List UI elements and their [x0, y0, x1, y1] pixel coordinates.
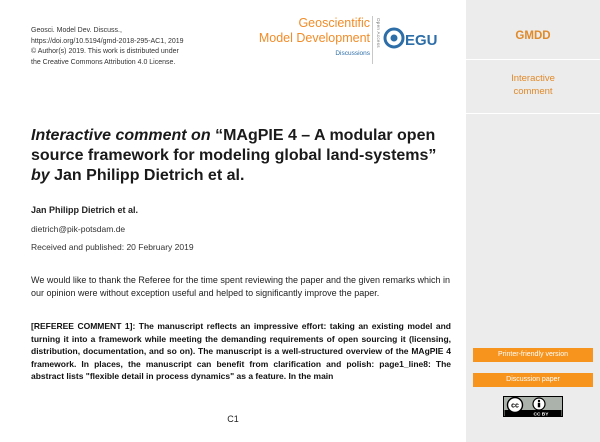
- title-authors: Jan Philipp Dietrich et al.: [54, 167, 245, 184]
- sidebar-divider-bottom: [466, 113, 600, 114]
- title-by: by: [31, 167, 50, 184]
- printer-friendly-button[interactable]: Printer-friendly version: [473, 348, 593, 362]
- logo-divider: [372, 16, 373, 64]
- title-main: “MAgPIE 4 – A modular open source framework for modeling global land-systems”: [31, 127, 437, 164]
- sidebar-section-label: [466, 72, 600, 98]
- cc-by-license-icon[interactable]: [503, 396, 563, 417]
- discussion-paper-button[interactable]: Discussion paper: [473, 373, 593, 387]
- egu-logo-icon: [384, 20, 438, 56]
- sidebar-journal-abbr: GMDD: [515, 30, 551, 42]
- citation-journal: Geosci. Model Dev. Discuss.,: [31, 27, 122, 34]
- sidebar-label-line1: Interactive: [511, 73, 555, 84]
- page-number: C1: [227, 414, 239, 424]
- body-paragraph-intro: We would like to thank the Referee for the time spent reviewing the paper and the given remarks which in our opinion were without exception useful and helped to significantly improve the paper.: [31, 275, 451, 298]
- egu-logo-text: EGU: [405, 32, 438, 49]
- cc-license-text: CC BY: [533, 412, 549, 418]
- received-date: Received and published: 20 February 2019: [31, 242, 194, 252]
- sidebar-label-line2: comment: [513, 86, 553, 97]
- sidebar-divider-top: [466, 59, 600, 60]
- open-access-label: Open Access: [376, 18, 381, 48]
- page-title: [31, 126, 451, 186]
- journal-name-line1: Geoscientific: [298, 16, 370, 30]
- citation-block: [31, 26, 241, 68]
- citation-copyright: © Author(s) 2019. This work is distributed under: [31, 48, 179, 55]
- body-paragraph-referee-comment: [REFEREE COMMENT 1]: The manuscript reflects an impressive effort: taking an existing model and turning it into a framework while meeting the demanding requirements of open sourcing it (licensing, distribution, documentation, and so on). The manuscript is a well-structured overview of the MAgPIE 4 framework. In places, the manuscript can benefit from clarification and polish: page1_line8: The abstract lists "flexible detail in process dynamics" as a feature. In the main: [31, 321, 451, 382]
- author-email[interactable]: dietrich@pik-potsdam.de: [31, 224, 126, 234]
- title-prefix: Interactive comment on: [31, 127, 211, 144]
- journal-logo: [246, 10, 466, 66]
- author-name: Jan Philipp Dietrich et al.: [31, 205, 139, 215]
- sidebar: [466, 0, 600, 442]
- citation-doi[interactable]: https://doi.org/10.5194/gmd-2018-295-AC1, 2019: [31, 37, 184, 45]
- svg-text:cc: cc: [511, 402, 519, 410]
- journal-subtitle: Discussions: [335, 50, 370, 57]
- citation-license: the Creative Commons Attribution 4.0 License.: [31, 58, 176, 66]
- journal-name-line2: Model Development: [258, 31, 370, 45]
